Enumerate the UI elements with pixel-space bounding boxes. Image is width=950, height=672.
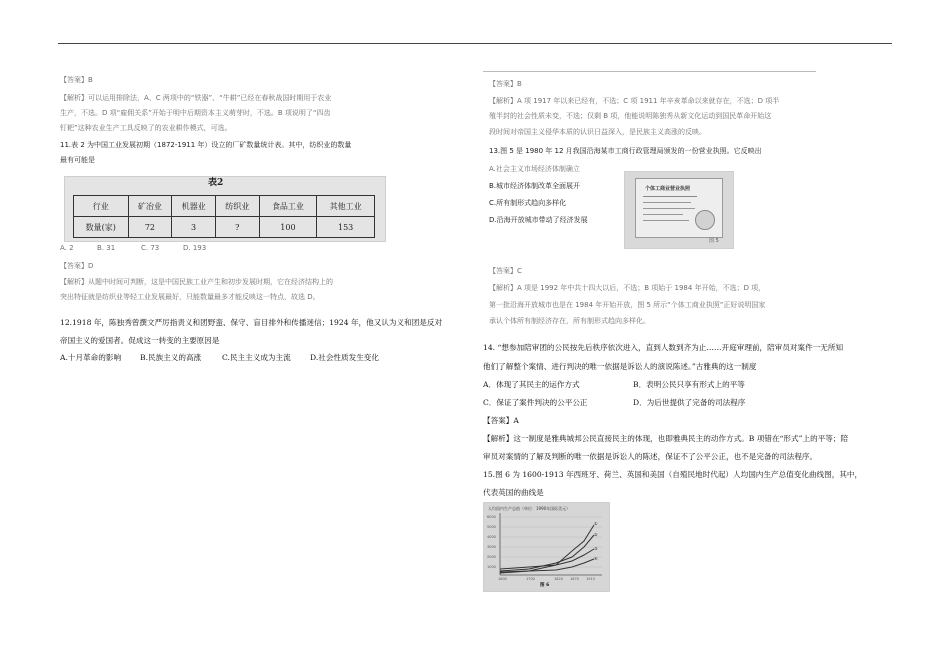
y-tick-label: 6000 [487, 515, 496, 519]
explanation-10-line-1: 【解析】可以运用排除法，A、C 两项中的“铁器”、“牛耕”已经在春秋战国时期用于农业 [60, 94, 332, 102]
option-14-d: D．为后世提供了完备的司法程序 [633, 398, 746, 407]
explanation-13-line-1: 【解析】A 项是 1992 年中共十四大以后，不选；B 项始于 1984 年开始，不选；D 项， [489, 284, 766, 292]
license-title: 个体工商业营业执照 [645, 186, 691, 192]
table-cell: 100 [259, 217, 317, 238]
gdp-chart-photo [483, 502, 610, 592]
answer-13: 【答案】C [489, 267, 522, 275]
license-line [643, 196, 697, 197]
x-tick-label: 1820 [554, 577, 563, 581]
option-11-c: C. 73 [141, 244, 160, 252]
license-seal [695, 210, 715, 230]
table-cell: ? [215, 217, 259, 238]
y-tick-label: 4000 [487, 535, 496, 539]
explanation-13-line-2: 第一批沿海开放城市也是在 1984 年开始开放，图 5 所示“个体工商业执照”正好说明国家 [489, 301, 766, 309]
option-13-c: C.所有制形式趋向多样化 [489, 199, 567, 207]
figure-6-caption: 图 6 [540, 583, 550, 588]
option-13-d: D.沿海开放城市带动了经济发展 [489, 216, 588, 224]
question-11-line-1: 11.表 2 为中国工业发展初期（1872-1911 年）设立的厂矿数量统计表。其中，纺织业的数量 [60, 141, 352, 149]
license-line [643, 208, 695, 209]
table-row [74, 217, 375, 238]
question-13: 13.图 5 是 1980 年 12 月我国沿海某市工商行政管理局颁发的一份营业执照。它反映出 [489, 147, 762, 155]
question-11-line-2: 最有可能是 [60, 156, 95, 164]
option-13-b: B.城市经济体制改革全面展开 [489, 182, 581, 190]
option-12-a: A.十月革命的影响 [60, 353, 122, 362]
curve-label: ① [594, 521, 598, 526]
license-line [643, 202, 691, 203]
table-header-cell: 行业 [74, 196, 129, 217]
table-header-cell: 其他工业 [317, 196, 375, 217]
table-2 [73, 195, 375, 238]
x-tick-label: 1700 [526, 577, 535, 581]
column-rule [483, 71, 816, 72]
question-15-line-1: 15.图 6 为 1600-1913 年西班牙、荷兰、英国和美国（自殖民地时代起）人均国内生产总值变化曲线图，其中， [483, 470, 863, 479]
option-11-a: A. 2 [60, 244, 74, 252]
chart-title: 人均国内生产总值（单位：1990年国际美元） [488, 506, 571, 511]
option-12-c: C.民主主义成为主流 [222, 353, 291, 362]
curve-label: ② [594, 532, 598, 537]
table-header-cell: 机器业 [172, 196, 216, 217]
option-13-a: A.社会主义市场经济体制确立 [489, 165, 580, 173]
explanation-12-line-3: 段时间对帝国主义侵华本质的认识日益深入，是民族主义高涨的反映。 [489, 128, 706, 136]
table-row [74, 196, 375, 217]
y-tick-label: 1000 [487, 565, 496, 569]
y-tick-label: 3000 [487, 545, 496, 549]
y-tick-label: 2000 [487, 555, 496, 559]
table-header-cell: 食品工业 [259, 196, 317, 217]
explanation-10-line-2: 生产，不选。D 项“雇佣关系”开始于明中后期资本主义萌芽时，不选。B 项说明了“四齿 [60, 109, 331, 117]
option-14-b: B．表明公民只享有形式上的平等 [633, 380, 745, 389]
license-line [643, 214, 683, 215]
option-14-c: C．保证了案件判决的公平公正 [483, 398, 588, 407]
curve-label: ③ [594, 546, 598, 551]
explanation-12-line-1: 【解析】A 项 1917 年以来已经有，不选；C 项 1911 年辛亥革命以来就存在，不选；D 项半 [489, 97, 780, 105]
answer-11: 【答案】D [60, 262, 94, 270]
option-11-b: B. 31 [97, 244, 116, 252]
option-14-a: A．体现了其民主的运作方式 [483, 380, 580, 389]
table-header-cell: 纺织业 [215, 196, 259, 217]
explanation-10-line-3: 钉耙”这种农业生产工具反映了的农业耕作模式，可选。 [60, 124, 232, 132]
x-tick-label: 1913 [586, 577, 595, 581]
answer-12: 【答案】B [489, 80, 522, 88]
explanation-13-line-3: 承认个体所有制经济存在，所有制形式趋向多样化。 [489, 317, 650, 325]
answer-10: 【答案】B [60, 76, 93, 84]
question-14-line-2: 他们了解整个案情、进行判决的唯一依据是诉讼人的演说陈述。”古雅典的这一制度 [483, 362, 757, 371]
option-12-d: D.社会性质发生变化 [310, 353, 379, 362]
license-line [643, 220, 689, 221]
question-15-line-2: 代表英国的曲线是 [483, 488, 544, 497]
table-cell: 数量(家) [74, 217, 129, 238]
x-tick-label: 1600 [498, 577, 507, 581]
header-rule [58, 43, 892, 44]
question-12-line-1: 12.1918 年，陈独秀曾撰文严厉指责义和团野蛮、保守、盲目排外和传播迷信；1924 年，他又认为义和团是反对 [60, 318, 443, 327]
table-cell: 72 [128, 217, 172, 238]
explanation-14-line-1: 【解析】这一制度是雅典城邦公民直接民主的体现，也即雅典民主的动作方式。B 项错在“形式”上的平等；陪 [483, 434, 849, 443]
table-cell: 3 [172, 217, 216, 238]
explanation-11-line-2: 突出特征就是纺织业等轻工业发展最好，只能数量最多才能反映这一特点，故选 D。 [60, 293, 320, 301]
explanation-14-line-2: 审员对案情的了解及判断的唯一依据是诉讼人的陈述，保证不了公平公正，也不是完备的司法程序。 [483, 452, 818, 461]
explanation-11-line-1: 【解析】从题中时间可判断，这是中国民族工业产生和初步发展时期，它在经济结构上的 [60, 278, 333, 286]
table-cell: 153 [317, 217, 375, 238]
curve-label: ④ [594, 556, 598, 561]
y-tick-label: 5000 [487, 525, 496, 529]
figure-5-caption: 图 5 [709, 238, 719, 244]
table-header-cell: 矿冶业 [128, 196, 172, 217]
answer-14: 【答案】A [483, 416, 519, 425]
option-11-d: D. 193 [183, 244, 207, 252]
question-14-line-1: 14. “想参加陪审团的公民按先后秩序依次进入，直到人数到齐为止……开庭审理前，陪审员对案件一无所知 [483, 343, 844, 352]
option-12-b: B.民族主义的高涨 [140, 353, 202, 362]
explanation-12-line-2: 殖半封的社会性质未变，不选；仅剩 B 项，他能说明陈独秀从新文化运动到国民革命开始这 [489, 112, 772, 120]
question-12-line-2: 帝国主义的爱国者。促成这一转变的主要原因是 [60, 336, 220, 345]
table-2-title: 表2 [208, 178, 224, 188]
x-tick-label: 1870 [570, 577, 579, 581]
business-license-photo [624, 171, 734, 249]
